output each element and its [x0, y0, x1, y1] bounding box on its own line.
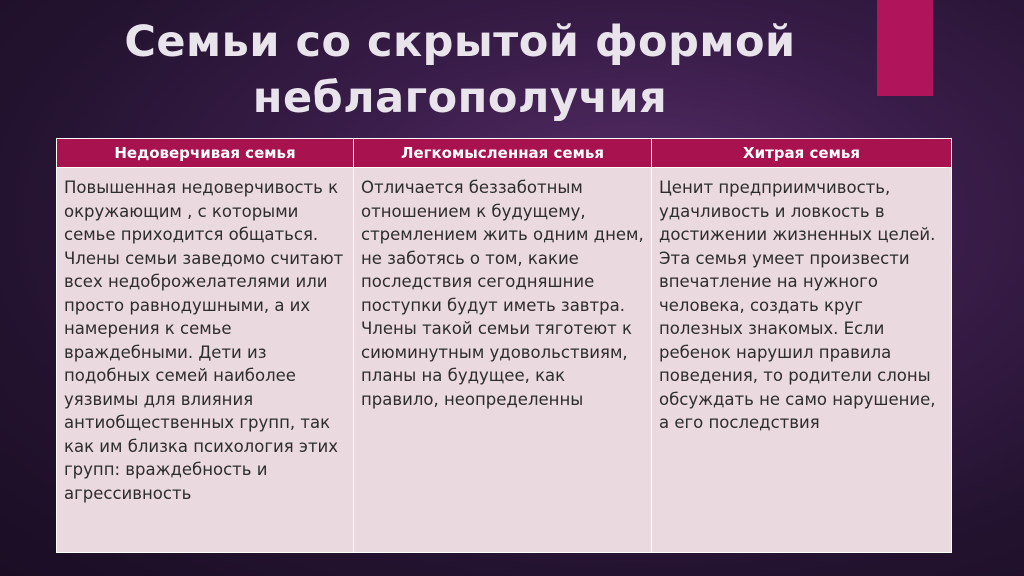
- cell-cunning-family: Ценит предприимчивость, удачливость и ловкость в достижении жизненных целей. Эта семья умеет произвести впечатление на нужного человека, создать круг полезных знакомых. Если ребенок нарушил правила поведения, то родители слоны обсуждать не само нарушение, а его последствия: [652, 168, 952, 553]
- slide-title-line-2: неблагополучия: [252, 73, 668, 123]
- slide-title-line-1: Семьи со скрытой формой: [124, 17, 796, 67]
- cell-distrustful-family: Повышенная недоверчивость к окружающим , с которыми семье приходится общаться. Члены семьи заведомо считают всех недоброжелателями или просто равнодушными, а их намерения к семье враждебными. Дети из подобных семей наиболее уязвимы для влияния антиобщественных групп, так как им близка психология этих групп: враждебность и агрессивность: [57, 168, 354, 553]
- table-header-row: [57, 139, 952, 168]
- header-cunning-family: Хитрая семья: [652, 139, 952, 168]
- header-frivolous-family: Легкомысленная семья: [354, 139, 652, 168]
- cell-frivolous-family: Отличается беззаботным отношением к будущему, стремлением жить одним днем, не заботясь о том, какие последствия сегодняшние поступки будут иметь завтра. Члены такой семьи тяготеют к сиюминутным удовольствиям, планы на будущее, как правило, неопределенны: [354, 168, 652, 553]
- family-types-table: [56, 138, 952, 553]
- table-row: [57, 168, 952, 553]
- header-distrustful-family: Недоверчивая семья: [57, 139, 354, 168]
- decorative-accent-bar: [877, 0, 933, 96]
- slide-title: [100, 14, 820, 126]
